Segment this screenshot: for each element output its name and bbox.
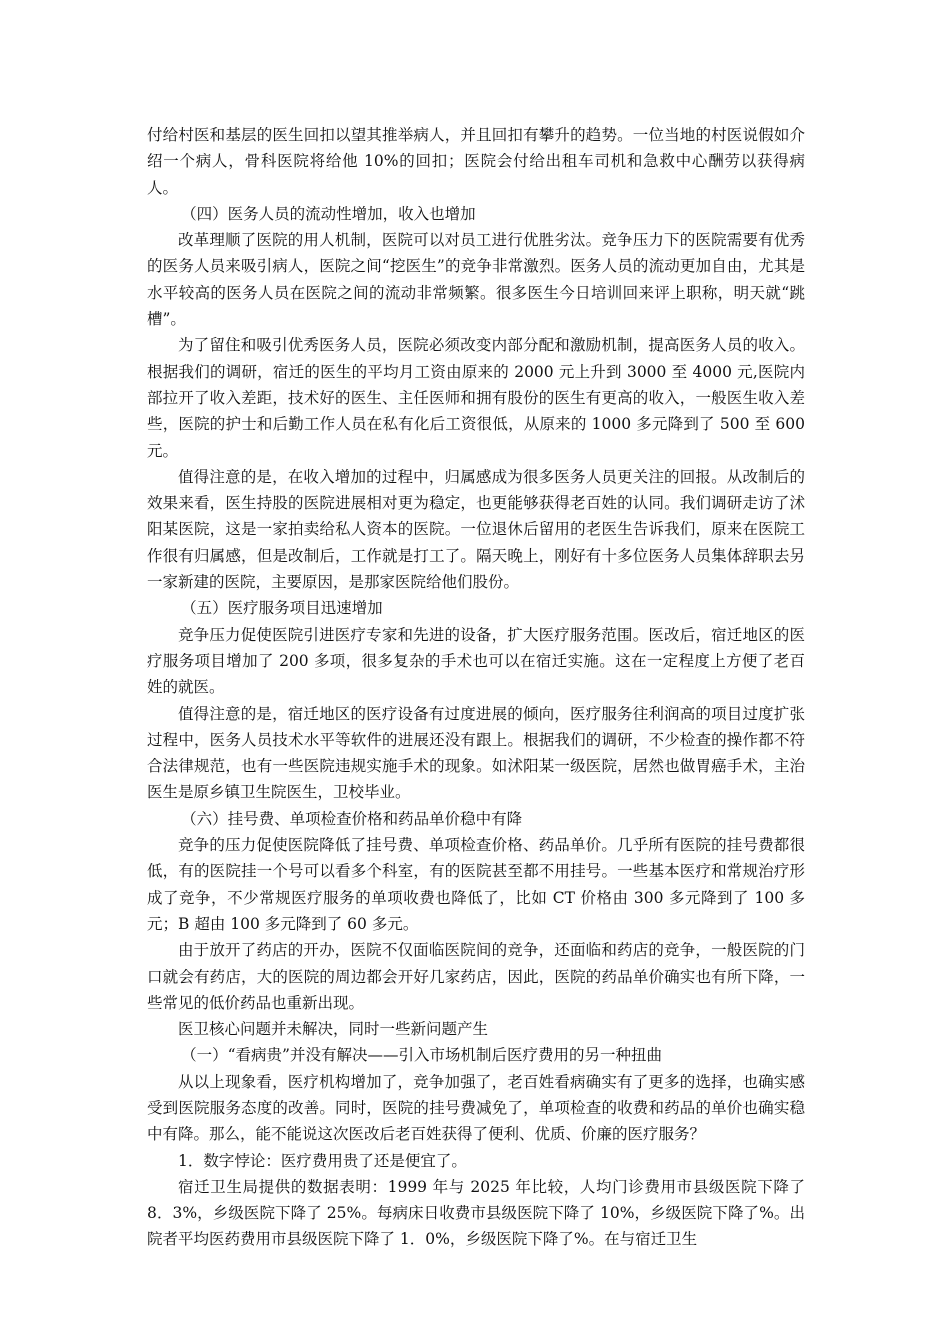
paragraph: 竞争压力促使医院引进医疗专家和先进的设备，扩大医疗服务范围。医改后，宿迁地区的医疗服务项目增加了 200 多项，很多复杂的手术也可以在宿迁实施。这在一定程度上方便了老百姓的就医。 bbox=[147, 625, 805, 697]
document-body bbox=[147, 122, 805, 1253]
paragraph: 付给村医和基层的医生回扣以望其推举病人，并且回扣有攀升的趋势。一位当地的村医说假如介绍一个病人，骨科医院将给他 10%的回扣；医院会付给出租车司机和急救中心酬劳以获得病人。 bbox=[147, 126, 805, 197]
section-title: 医卫核心问题并未解决，同时一些新问题产生 bbox=[178, 1020, 489, 1039]
paragraph: 改革理顺了医院的用人机制，医院可以对员工进行优胜劣汰。竞争压力下的医院需要有优秀的医务人员来吸引病人，医院之间“挖医生”的竞争非常激烈。医务人员的流动更加自由，尤其是水平较高的医务人员在医院之间的流动非常频繁。很多医生今日培训回来评上职称，明天就“跳槽”。 bbox=[147, 231, 805, 329]
paragraph: 值得注意的是，在收入增加的过程中，归属感成为很多医务人员更关注的回报。从改制后的效果来看，医生持股的医院进展相对更为稳定，也更能够获得老百姓的认同。我们调研走访了沭阳某医院，这是一家拍卖给私人资本的医院。一位退休后留用的老医生告诉我们，原来在医院工作很有归属感，但是改制后，工作就是打工了。隔天晚上，刚好有十多位医务人员集体辞职去另一家新建的医院，主要原因，是那家医院给他们股份。 bbox=[147, 467, 805, 592]
section-heading: （六）挂号费、单项检查价格和药品单价稳中有降 bbox=[181, 809, 523, 828]
section-heading: （五）医疗服务项目迅速增加 bbox=[181, 599, 383, 618]
paragraph: 宿迁卫生局提供的数据表明：1999 年与 2025 年比较，人均门诊费用市县级医院下降了 8．3%，乡级医院下降了 25%。每病床日收费市县级医院下降了 10%，乡级医院下降了%。出院者平均医药费用市县级医院下降了 1．0%，乡级医院下降了%。在与宿迁卫生 bbox=[147, 1177, 805, 1249]
numbered-item: 1．数字悖论：医疗费用贵了还是便宜了。 bbox=[178, 1151, 467, 1170]
paragraph: 从以上现象看，医疗机构增加了，竞争加强了，老百姓看病确实有了更多的选择，也确实感受到医院服务态度的改善。同时，医院的挂号费减免了，单项检查的收费和药品的单价也确实稳中有降。那么，能不能说这次医改后老百姓获得了便利、优质、价廉的医疗服务？ bbox=[147, 1072, 805, 1144]
section-heading: （四）医务人员的流动性增加，收入也增加 bbox=[181, 204, 476, 223]
section-heading: （一）“看病贵”并没有解决——引入市场机制后医疗费用的另一种扭曲 bbox=[181, 1046, 662, 1065]
paragraph: 竞争的压力促使医院降低了挂号费、单项检查价格、药品单价。几乎所有医院的挂号费都很低，有的医院挂一个号可以看多个科室，有的医院甚至都不用挂号。一些基本医疗和常规治疗形成了竞争，不少常规医疗服务的单项收费也降低了，比如 CT 价格由 300 多元降到了 100 多元；B 超由 100 多元降到了 60 多元。 bbox=[147, 836, 805, 933]
paragraph: 由于放开了药店的开办，医院不仅面临医院间的竞争，还面临和药店的竞争，一般医院的门口就会有药店，大的医院的周边都会开好几家药店，因此，医院的药品单价确实也有所下降，一些常见的低价药品也重新出现。 bbox=[147, 941, 805, 1012]
paragraph: 值得注意的是，宿迁地区的医疗设备有过度进展的倾向，医疗服务往利润高的项目过度扩张过程中，医务人员技术水平等软件的进展还没有跟上。根据我们的调研，不少检查的操作都不符合法律规范，也有一些医院违规实施手术的现象。如沭阳某一级医院，居然也做胃癌手术，主治医生是原乡镇卫生院医生，卫校毕业。 bbox=[147, 704, 805, 802]
paragraph: 为了留住和吸引优秀医务人员，医院必须改变内部分配和激励机制，提高医务人员的收入。根据我们的调研，宿迁的医生的平均月工资由原来的 2000 元上升到 3000 至 4000 元,医院内部拉开了收入差距，技术好的医生、主任医师和拥有股份的医生有更高的收入，一般医生收入差些，医院的护士和后勤工作人员在私有化后工资很低，从原来的 1000 多元降到了 500 至 600 元。 bbox=[147, 336, 805, 460]
